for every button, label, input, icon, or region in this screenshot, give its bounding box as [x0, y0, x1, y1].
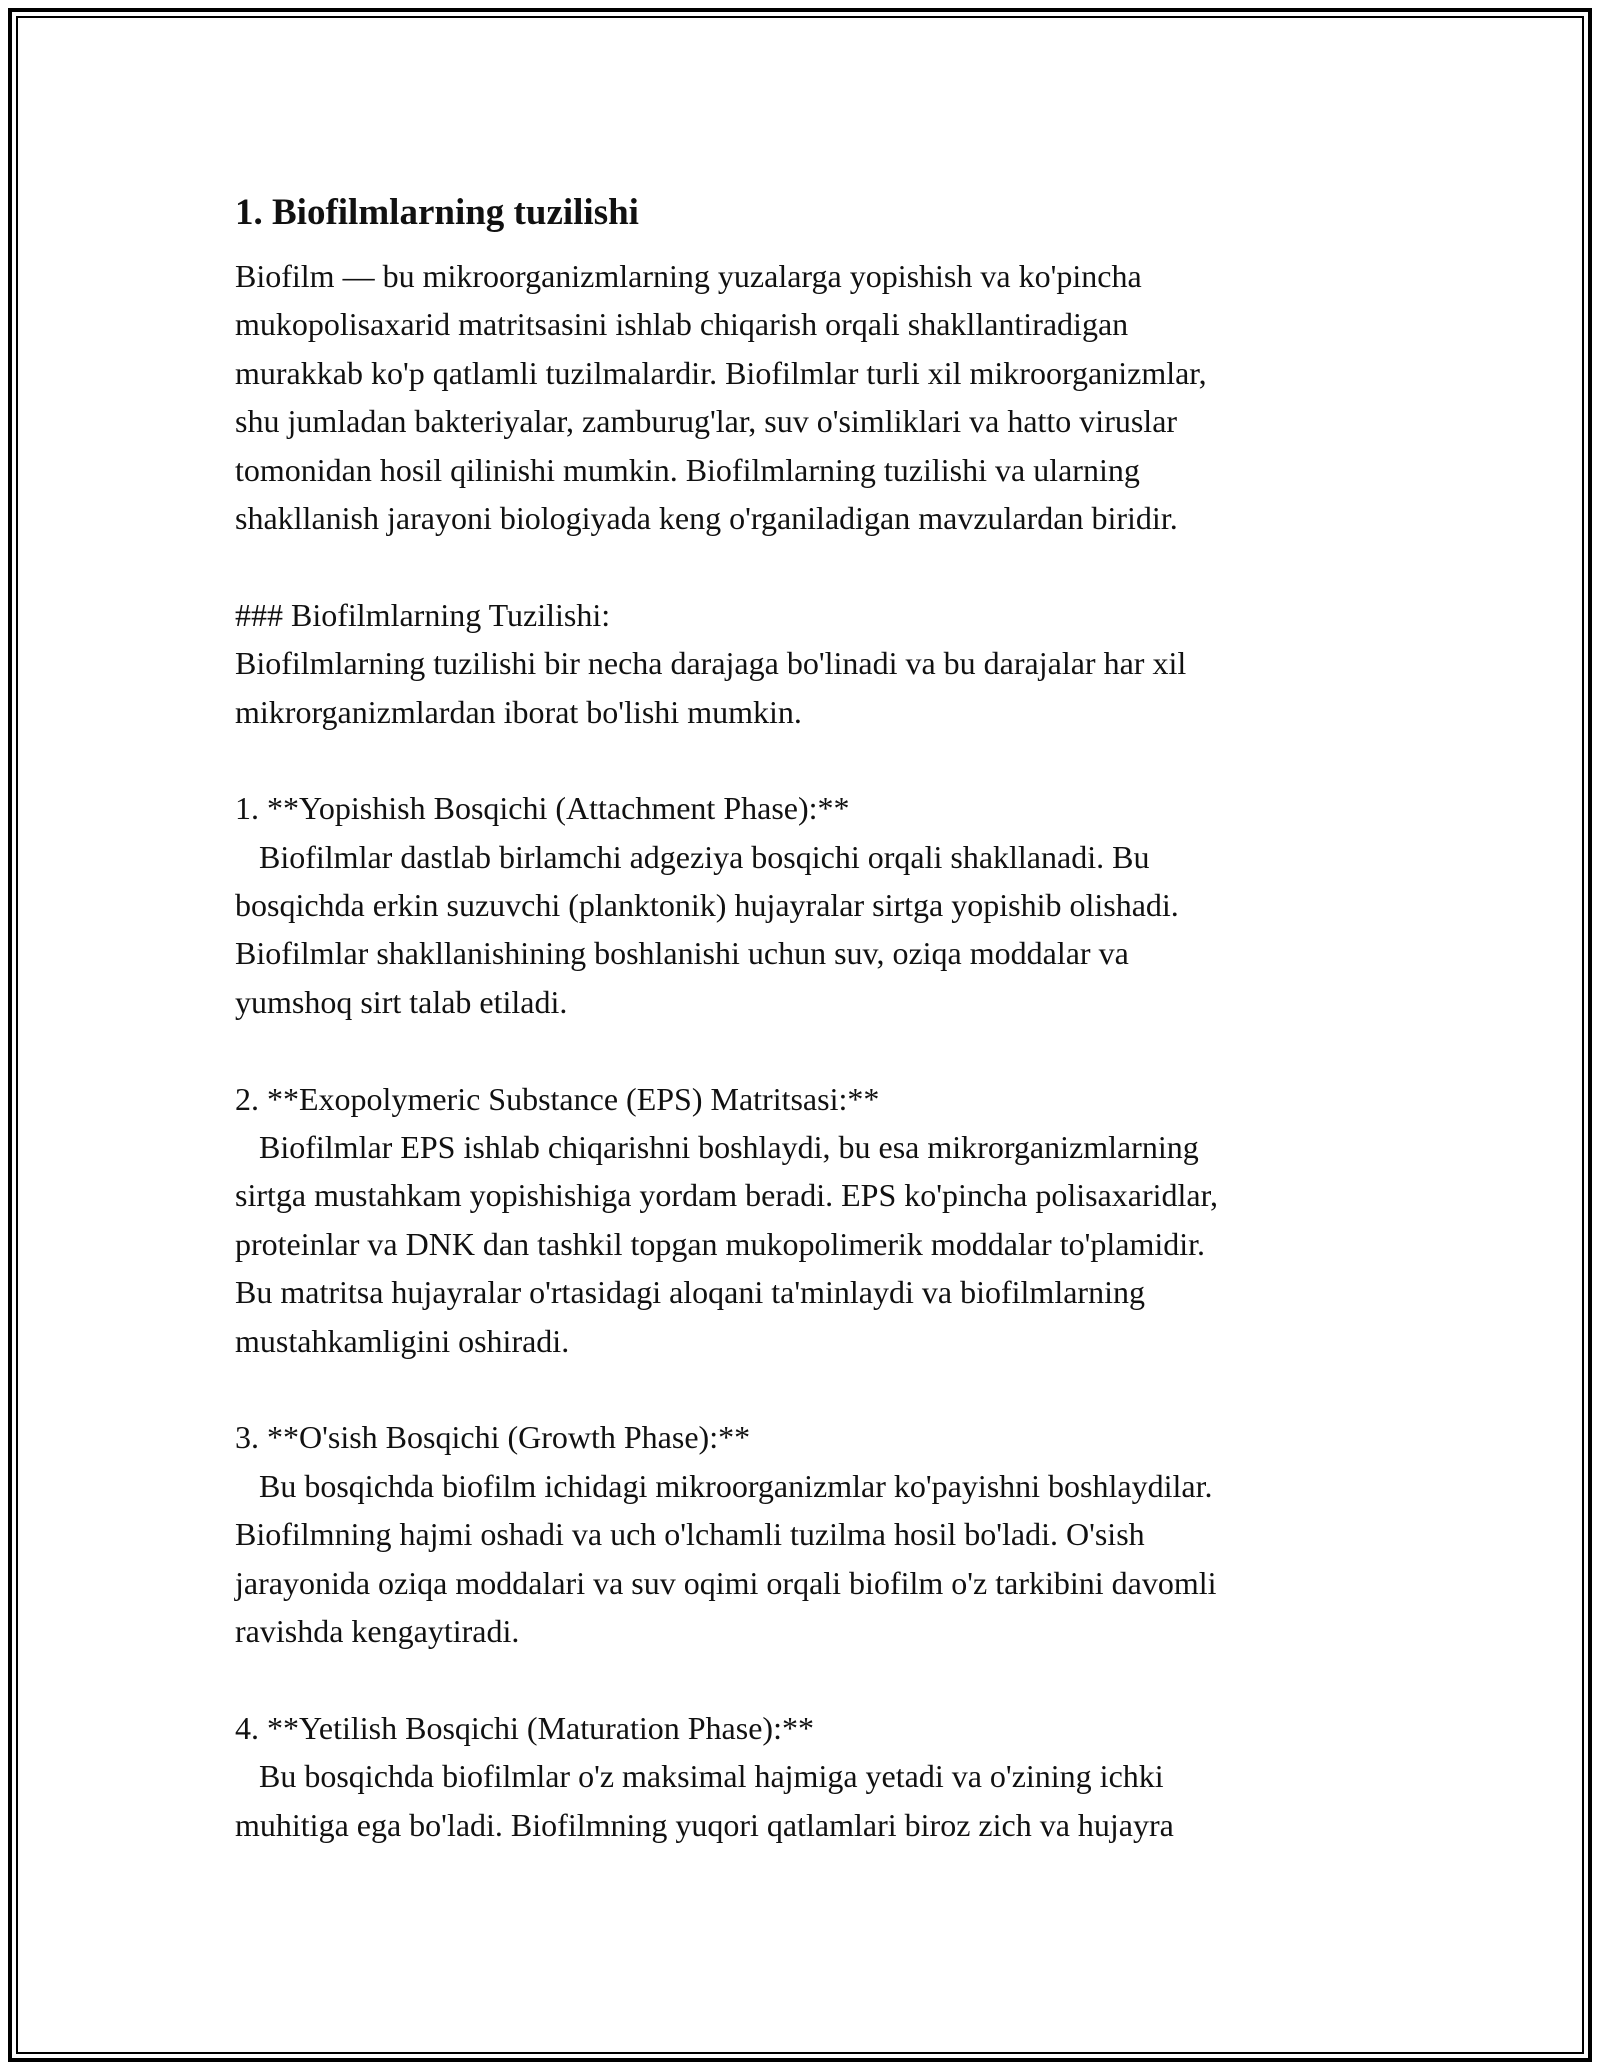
text-line: shakllanish jarayoni biologiyada keng o'rganiladigan mavzulardan biridir.: [235, 499, 1178, 536]
text-line: bosqichda erkin suzuvchi (planktonik) hujayralar sirtga yopishib olishadi.: [235, 887, 1179, 924]
text-line: Biofilmlarning tuzilishi bir necha darajaga bo'linadi va bu darajalar har xil: [235, 645, 1187, 682]
text-line: shu jumladan bakteriyalar, zamburug'lar, suv o'simliklari va hatto viruslar: [235, 403, 1178, 440]
text-line: ### Biofilmlarning Tuzilishi:: [235, 596, 611, 633]
text-line: Biofilm — bu mikroorganizmlarning yuzalarga yopishish va ko'pincha: [235, 258, 1142, 294]
blank-line: [235, 736, 1395, 784]
blank-line: [235, 1655, 1395, 1703]
text-line: 1. **Yopishish Bosqichi (Attachment Phase):**: [235, 790, 850, 827]
text-line: Biofilmlar shakllanishining boshlanishi uchun suv, oziqa moddalar va: [235, 935, 1129, 972]
text-line: 3. **O'sish Bosqichi (Growth Phase):**: [235, 1419, 751, 1456]
paragraph-lines: [235, 252, 1395, 1849]
document-body: [235, 186, 1395, 1849]
text-line: ravishda kengaytiradi.: [235, 1612, 520, 1649]
text-line: Biofilmning hajmi oshadi va uch o'lchamli tuzilma hosil bo'ladi. O'sish: [235, 1516, 1145, 1553]
text-line: mikrorganizmlardan iborat bo'lishi mumkin.: [235, 693, 802, 730]
text-line: mukopolisaxarid matritsasini ishlab chiqarish orqali shakllantiradigan: [235, 306, 1129, 343]
text-line: 4. **Yetilish Bosqichi (Maturation Phase):**: [235, 1709, 814, 1746]
text-line: 2. **Exopolymeric Substance (EPS) Matritsasi:**: [235, 1080, 880, 1117]
blank-line: [235, 542, 1395, 590]
text-line: jarayonida oziqa moddalari va suv oqimi orqali biofilm o'z tarkibini davomli: [235, 1564, 1217, 1601]
text-line: murakkab ko'p qatlamli tuzilmalardir. Biofilmlar turli xil mikroorganizmlar,: [235, 354, 1207, 391]
text-line: muhitiga ega bo'ladi. Biofilmning yuqori qatlamlari biroz zich va hujayra: [235, 1806, 1174, 1843]
text-line: Biofilmlar EPS ishlab chiqarishni boshlaydi, bu esa mikrorganizmlarning: [235, 1129, 1199, 1166]
text-line: yumshoq sirt talab etiladi.: [235, 983, 568, 1020]
blank-line: [235, 1365, 1395, 1413]
text-line: Biofilmlar dastlab birlamchi adgeziya bosqichi orqali shakllanadi. Bu: [235, 838, 1150, 875]
text-line: Bu matritsa hujayralar o'rtasidagi aloqani ta'minlaydi va biofilmlarning: [235, 1274, 1145, 1311]
section-heading: 1. Biofilmlarning tuzilishi: [235, 192, 639, 233]
text-line: proteinlar va DNK dan tashkil topgan mukopolimerik moddalar to'plamidir.: [235, 1225, 1206, 1262]
text-line: sirtga mustahkam yopishishiga yordam beradi. EPS ko'pincha polisaxaridlar,: [235, 1177, 1218, 1214]
text-line: Bu bosqichda biofilmlar o'z maksimal hajmiga yetadi va o'zining ichki: [235, 1758, 1164, 1795]
text-line: mustahkamligini oshiradi.: [235, 1322, 570, 1359]
text-line: tomonidan hosil qilinishi mumkin. Biofilmlarning tuzilishi va ularning: [235, 451, 1140, 488]
blank-line: [235, 1026, 1395, 1074]
text-line: Bu bosqichda biofilm ichidagi mikroorganizmlar ko'payishni boshlaydilar.: [235, 1467, 1213, 1504]
